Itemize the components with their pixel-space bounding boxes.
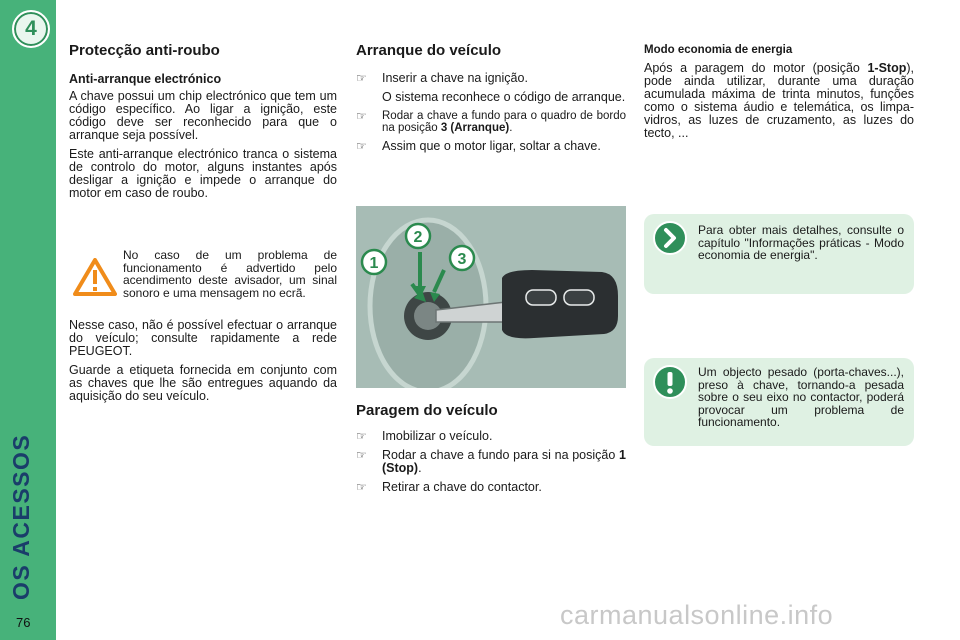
warning-triangle-icon [73, 258, 117, 296]
list-item: ☞ Rodar a chave a fundo para o quadro de bordo na posição 3 (Arranque). [356, 109, 626, 134]
anti-theft-title: Protecção anti-roubo [69, 42, 220, 59]
pointing-hand-icon: ☞ [356, 139, 367, 153]
paragraph: Este anti-arranque electrónico tranca o sistema de controlo do motor, alguns instantes após desligar a ignição e impede o arranque do motor em caso de roubo. [69, 147, 337, 200]
pointing-hand-icon: ☞ [356, 71, 367, 85]
immobiliser-text [69, 90, 337, 206]
list-item: ☞ Assim que o motor ligar, soltar a chave. [356, 139, 601, 153]
immobiliser-subtitle: Anti-arranque electrónico [69, 72, 222, 86]
warning-text: No caso de um problema de funcionamento é advertido pelo acendimento deste avisador, um sinal sonoro e uma mensagem no ecrã. [123, 248, 337, 300]
stop-steps [356, 430, 626, 500]
stop-title: Paragem do veículo [356, 402, 498, 419]
info-note-text: Para obter mais detalhes, consulte o capítulo "Informações práticas - Modo economia de energia". [698, 223, 904, 262]
list-item: ☞ Imobilizar o veículo. [356, 429, 493, 443]
paragraph: A chave possui um chip electrónico que tem um código específico. Ao ligar a ignição, este código deve ser reconhecido para que o arranque seja possível. [69, 89, 337, 142]
list-item: ☞ Inserir a chave na ignição. [356, 71, 528, 85]
chapter-number-badge: 4 [12, 10, 50, 48]
chapter-sidebar [0, 0, 56, 640]
pointing-hand-icon: ☞ [356, 109, 367, 123]
consequence-text [69, 319, 337, 409]
info-arrow-icon [652, 220, 688, 256]
position-label: 3 [457, 251, 467, 268]
alert-note-text: Um objecto pesado (porta-chaves...), preso à chave, tornando-a pesada sobre o seu eixo no contactor, poderá provocar um problema de funcionamento. [698, 365, 904, 429]
pointing-hand-icon: ☞ [356, 429, 367, 443]
exclamation-icon [652, 364, 688, 400]
watermark: carmanualsonline.info [560, 600, 834, 630]
pointing-hand-icon: ☞ [356, 480, 367, 494]
energy-economy-text: Após a paragem do motor (posição 1-Stop), pode ainda utilizar, durante uma duração acumulada máxima de trinta minutos, funções como o sistema áudio e telemática, os limpa-vidros, as luzes de cruzamento, as luzes do tecto, ... [644, 61, 914, 140]
list-item: ☞ Rodar a chave a fundo para si na posição 1 (Stop). [356, 448, 626, 475]
position-label: 1 [369, 255, 379, 272]
page-number: 76 [16, 615, 31, 630]
position-label: 2 [413, 229, 423, 246]
paragraph: Guarde a etiqueta fornecida em conjunto com as chaves que lhe são entregues aquando da aquisição do seu veículo. [69, 363, 337, 403]
energy-economy-title: Modo economia de energia [644, 44, 793, 56]
start-steps [356, 72, 626, 159]
paragraph: Nesse caso, não é possível efectuar o arranque do veículo; consulte rapidamente a rede PEUGEOT. [69, 318, 337, 358]
start-title: Arranque do veículo [356, 42, 502, 59]
ignition-key-illustration [356, 206, 626, 388]
pointing-hand-icon: ☞ [356, 448, 367, 462]
list-item: O sistema reconhece o código de arranque. [382, 90, 626, 104]
section-title: OS ACESSOS [8, 433, 34, 600]
list-item: ☞ Retirar a chave do contactor. [356, 480, 542, 494]
